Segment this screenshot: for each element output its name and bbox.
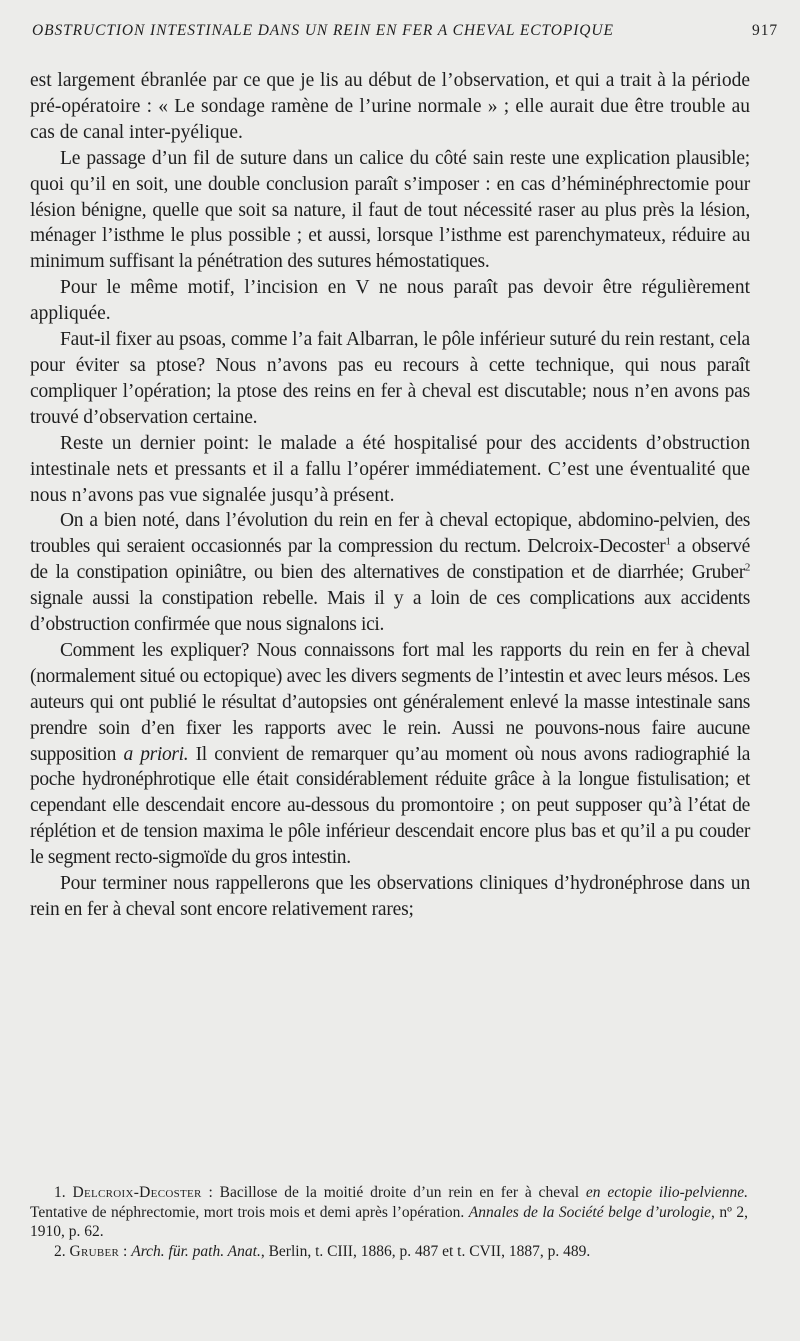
paragraph-6 bbox=[30, 508, 750, 638]
page-number: 917 bbox=[752, 22, 778, 39]
footnote-2-text-a: : bbox=[119, 1242, 132, 1260]
footnote-2-text-b: , Berlin, t. CIII, 1886, p. 487 et t. CVII, 1887, p. 489. bbox=[260, 1242, 591, 1260]
paragraph-6-text-b: a observé de la constipation opiniâtre, ou bien des alternatives de constipation et de diarrhée; Gruber bbox=[30, 536, 750, 584]
paragraph-7-text-b: Il convient de remarquer qu’au moment où nous avons radiographié la poche hydronéphrotique elle était considérablement réduite grâce à la longue fistulisation; et cependant elle descendait encore au-dessous du promontoire ; on peut supposer qu’à l’état de réplétion et de tension maxima le pôle inférieur descendait encore plus bas et qu’il a pu couder le segment recto-sigmoïde du gros intestin. bbox=[30, 743, 750, 869]
paragraph-3: Pour le même motif, l’incision en V ne nous paraît pas devoir être régulièrement appliquée. bbox=[30, 277, 750, 325]
footnote-1-text-c: , nº 2, 1910, p. 62. bbox=[30, 1203, 748, 1240]
footnote-1 bbox=[30, 1183, 748, 1242]
footnote-1-text-a: : Bacillose de la moitié droite d’un rein en fer à cheval bbox=[201, 1184, 586, 1201]
footnote-1-author: Delcroix-Decoster bbox=[72, 1184, 202, 1201]
footnote-2-number: 2. bbox=[54, 1242, 66, 1260]
footnotes bbox=[30, 1183, 748, 1261]
running-title: OBSTRUCTION INTESTINALE DANS UN REIN EN FER A CHEVAL ECTOPIQUE bbox=[32, 22, 614, 39]
footnote-1-text-b: Tentative de néphrectomie, mort trois mois et demi après l’opération. bbox=[30, 1203, 469, 1221]
footnote-2 bbox=[30, 1242, 748, 1262]
footnote-1-number: 1. bbox=[54, 1184, 66, 1201]
paragraph-7 bbox=[30, 638, 750, 871]
paragraph-7-text-a: Comment les expliquer? Nous connaissons fort mal les rapports du rein en fer à cheval (normalement situé ou ectopique) avec les divers segments de l’intestin et avec leurs mésos. Les auteurs qui ont publié le résultat d’autopsies ont généralement enlevé la masse intestinale sans prendre soin d’en fixer les rapports avec le rein. Aussi ne pouvons-nous faire aucune supposition bbox=[30, 639, 750, 765]
footnote-1-italic-a: en ectopie ilio-pelvienne. bbox=[585, 1184, 749, 1201]
footnote-ref-1: 1 bbox=[665, 535, 671, 548]
running-header bbox=[32, 22, 778, 46]
body-text bbox=[30, 68, 750, 923]
paragraph-6-text-c: signale aussi la constipation rebelle. Mais il y a loin de ces complications aux accidents d’obstruction confirmée que nous signalons ici. bbox=[30, 588, 750, 636]
paragraph-8: Pour terminer nous rappellerons que les observations cliniques d’hydronéphrose dans un rein en fer à cheval sont encore relativement rares; bbox=[30, 873, 750, 920]
paragraph-2: Le passage d’un fil de suture dans un calice du côté sain reste une explication plausible; quoi qu’il en soit, une double conclusion paraît s’imposer : en cas d’héminéphrectomie pour lésion bénigne, quelle que soit sa nature, il faut de tout nécessité raser au plus près la lésion, ménager l’isthme le plus possible ; et aussi, lorsque l’isthme est parenchymateux, réduire au minimum suffisant la pénétration des sutures hémostatiques. bbox=[30, 147, 750, 273]
paragraph-7-italic: a priori. bbox=[123, 743, 189, 765]
paragraph-5: Reste un dernier point: le malade a été hospitalisé pour des accidents d’obstruction intestinale nets et pressants et il a fallu l’opérer immédiatement. C’est une éventualité que nous n’avons pas vue signalée jusqu’à présent. bbox=[30, 432, 750, 506]
footnote-2-author: Gruber bbox=[69, 1242, 120, 1260]
paragraph-1: est largement ébranlée par ce que je lis au début de l’observation, et qui a trait à la période pré-opératoire : « Le sondage ramène de l’urine normale » ; elle aurait due être trouble au cas de canal inter-pyélique. bbox=[30, 70, 750, 143]
footnote-ref-2: 2 bbox=[744, 561, 750, 574]
footnote-1-italic-b: Annales de la Société belge d’urologie bbox=[468, 1203, 711, 1221]
footnote-2-italic: Arch. für. path. Anat. bbox=[131, 1242, 261, 1260]
paragraph-4: Faut-il fixer au psoas, comme l’a fait Albarran, le pôle inférieur suturé du rein restant, cela pour éviter sa ptose? Nous n’avons pas eu recours à cette technique, qui nous paraît compliquer l’opération; la ptose des reins en fer à cheval est discutable; nous n’en avons pas trouvé d’observation certaine. bbox=[30, 329, 750, 428]
paragraph-6-text-a: On a bien noté, dans l’évolution du rein en fer à cheval ectopique, abdomino-pelvien, des troubles qui seraient occasionnés par la compression du rectum. Delcroix-Decoster bbox=[30, 510, 750, 558]
